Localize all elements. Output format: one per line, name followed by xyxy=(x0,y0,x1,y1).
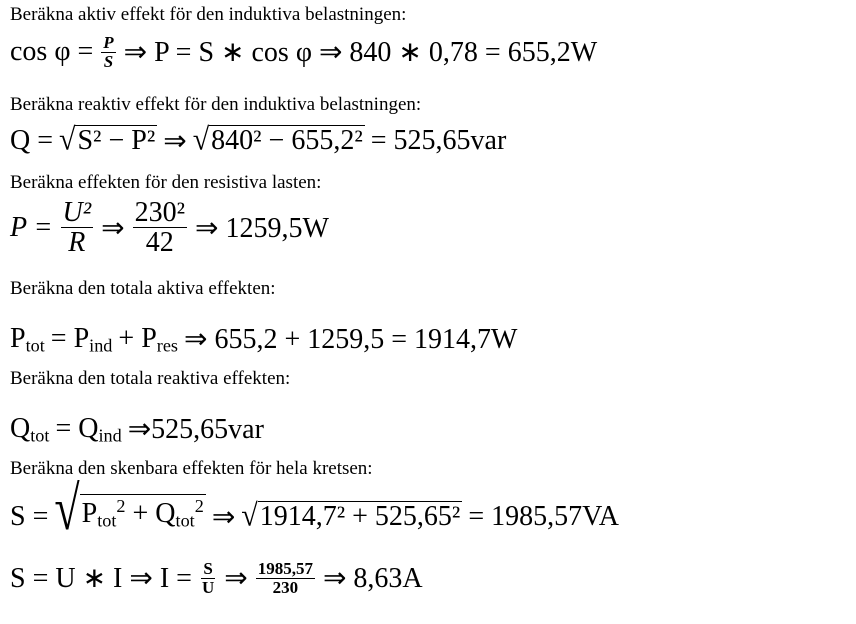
eq7-numerator-2: 1985,57 xyxy=(257,559,313,578)
equation-apparent-power xyxy=(10,473,619,543)
eq3-numerator-1: U² xyxy=(62,197,92,228)
eq4-p-ind: = $P_{ind}$ xyxy=(50,323,113,356)
eq6-sqrt-2: √ 1914,7² + 525,65² xyxy=(241,498,461,533)
eq5-rest: ⇒525,65var xyxy=(127,414,264,445)
eq6-radicand-2: 1914,7² + 525,65² xyxy=(259,501,461,533)
eq7-denominator-1: U xyxy=(201,577,215,597)
eq6-radicand-1: $P_{tot}^2 + Q_{tot}^2$ xyxy=(80,494,206,540)
equation-active-power xyxy=(10,34,597,71)
eq3-arrow-1: ⇒ xyxy=(101,212,125,244)
eq4-rest: ⇒ 655,2 + 1259,5 = 1914,7W xyxy=(184,324,518,355)
equation-total-active-power xyxy=(10,322,517,356)
eq3-lhs: P = xyxy=(10,211,53,243)
eq7-denominator-2: 230 xyxy=(272,577,299,597)
eq2-radicand-2: 840² − 655,2² xyxy=(211,125,363,157)
eq3-fraction-1 xyxy=(61,198,94,258)
eq3-rest: ⇒ 1259,5W xyxy=(195,212,329,244)
equation-current xyxy=(10,560,423,597)
eq5-q-total: $Q_{tot}$ xyxy=(10,413,50,446)
eq2-radicand-1: S² − P² xyxy=(77,125,156,157)
eq1-lhs: cos φ = xyxy=(10,36,94,68)
eq7-lhs: S = U ∗ I ⇒ I = xyxy=(10,563,192,595)
eq3-numerator-2: 230² xyxy=(134,197,185,228)
eq2-rest: = 525,65var xyxy=(370,125,507,156)
heading-reactive-power-inductive: Beräkna reaktiv effekt för den induktiva belastningen: xyxy=(10,94,422,115)
eq4-p-total: $P_{tot}$ xyxy=(10,323,45,356)
eq1-rest: ⇒ P = S ∗ cos φ ⇒ 840 ∗ 0,78 = 655,2W xyxy=(123,37,598,69)
eq1-denominator: S xyxy=(103,51,114,71)
heading-active-power-inductive: Beräkna aktiv effekt för den induktiva belastningen: xyxy=(10,4,407,25)
eq7-numerator-1: S xyxy=(203,559,213,578)
equation-total-reactive-power xyxy=(10,412,264,446)
eq1-fraction xyxy=(101,34,115,71)
eq6-sqrt-1: √ $P_{tot}^2 + Q_{tot}^2$ xyxy=(54,473,204,543)
eq6-arrow: ⇒ xyxy=(211,502,236,533)
equation-reactive-power xyxy=(10,124,506,158)
eq7-arrow-1: ⇒ xyxy=(224,563,248,595)
eq5-q-ind: = $Q_{ind}$ xyxy=(55,413,122,446)
eq2-arrow: ⇒ xyxy=(163,126,187,157)
eq6-rest: = 1985,57VA xyxy=(468,501,619,532)
heading-apparent-power: Beräkna den skenbara effekten för hela kretsen: xyxy=(10,458,373,479)
heading-total-reactive-power: Beräkna den totala reaktiva effekten: xyxy=(10,368,291,389)
eq2-sqrt-1: √ S² − P² xyxy=(59,122,156,157)
heading-total-active-power: Beräkna den totala aktiva effekten: xyxy=(10,278,276,299)
eq2-lhs: Q = xyxy=(10,125,54,156)
eq3-fraction-2 xyxy=(133,198,187,258)
eq4-p-res: + $P_{res}$ xyxy=(118,323,178,356)
eq7-rest: ⇒ 8,63A xyxy=(322,563,423,595)
eq7-fraction-1 xyxy=(200,560,216,597)
eq7-fraction-2 xyxy=(256,560,315,597)
eq1-numerator: P xyxy=(103,33,114,52)
eq2-sqrt-2: √ 840² − 655,2² xyxy=(192,122,363,157)
equation-resistive-power xyxy=(10,198,329,258)
eq3-denominator-1: R xyxy=(68,227,86,259)
eq3-denominator-2: 42 xyxy=(145,227,174,259)
heading-resistive-power: Beräkna effekten för den resistiva lasten: xyxy=(10,172,322,193)
eq6-lhs: S = xyxy=(10,501,49,532)
